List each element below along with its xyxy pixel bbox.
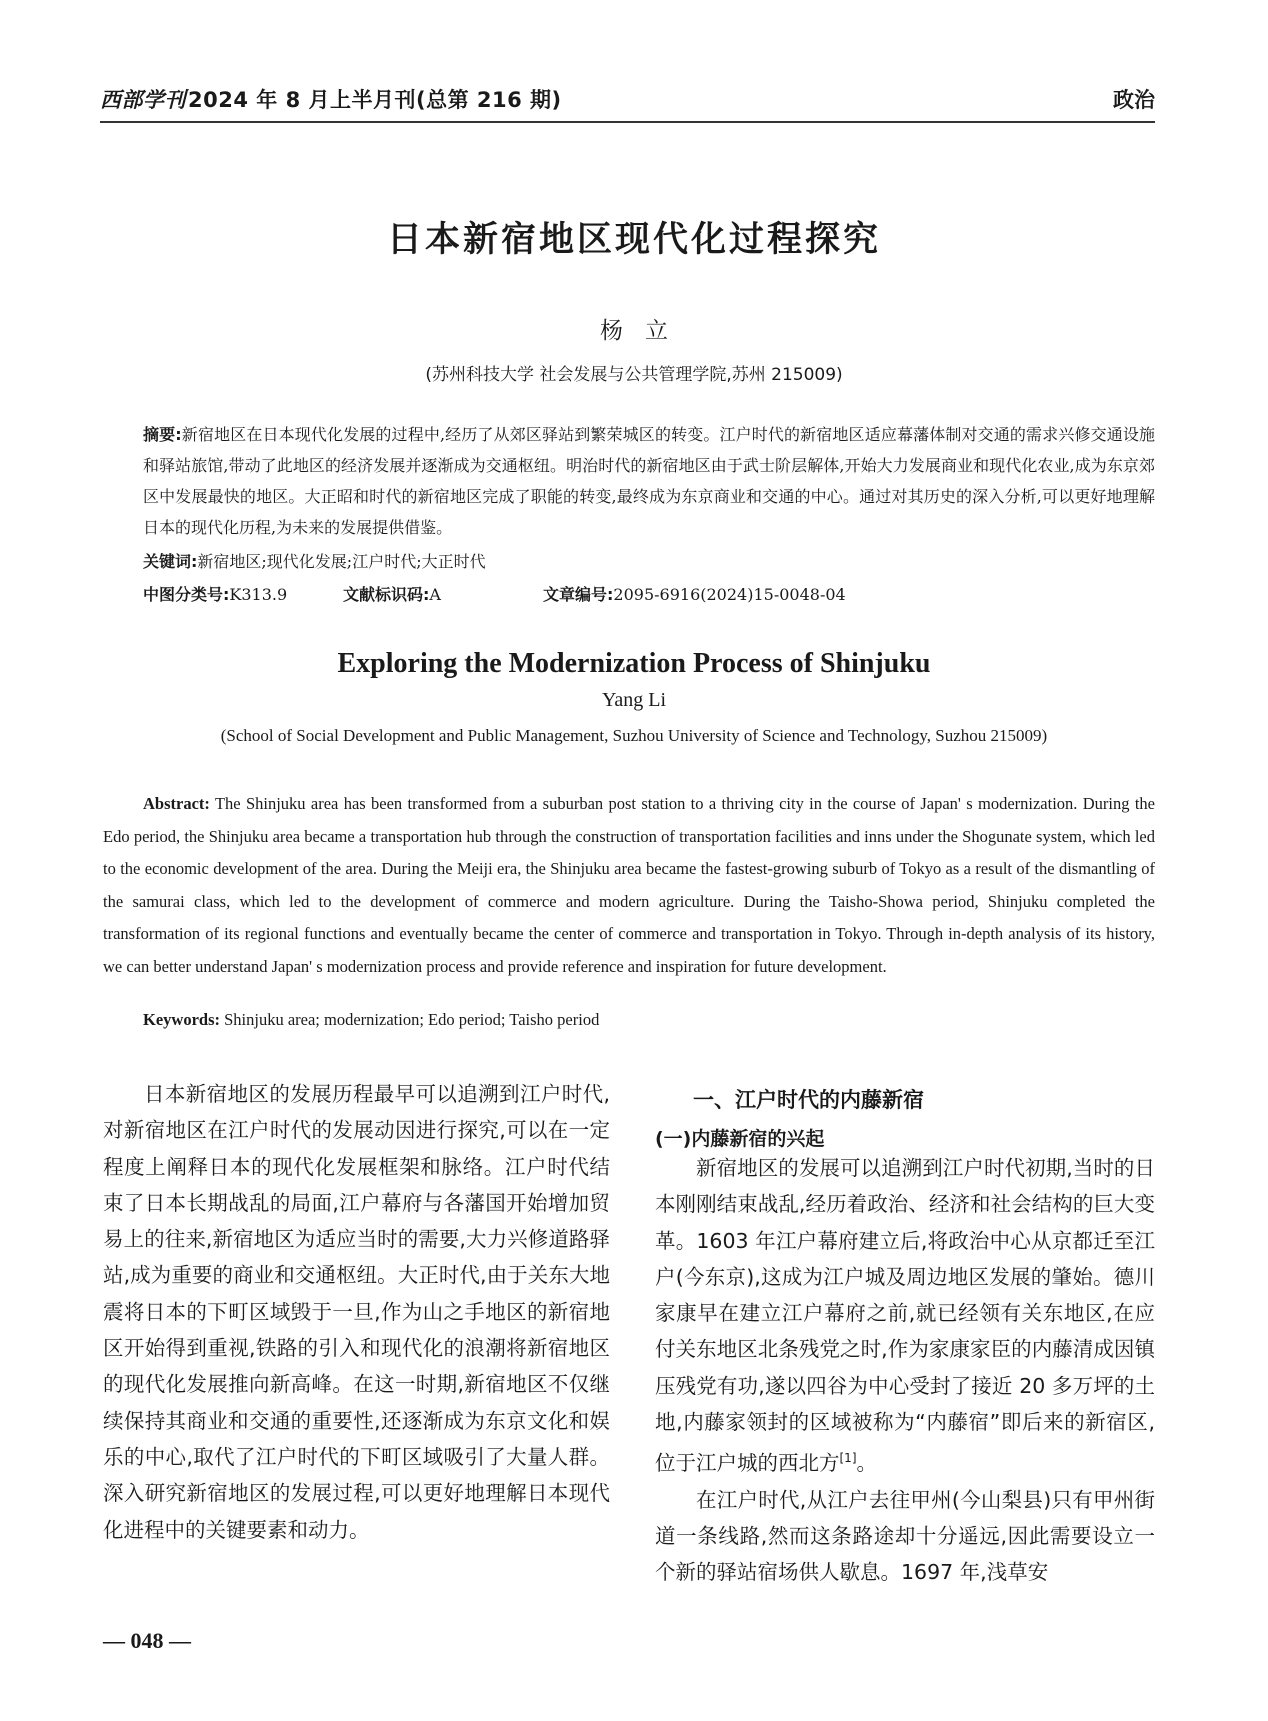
section-heading: 一、江户时代的内藤新宿 bbox=[693, 1088, 924, 1112]
abstract-en-text: The Shinjuku area has been transformed from a suburban post station to a thriving city in the course of Japan' s modernization. During the Edo period, the Shinjuku area became a transportation hub through the construction of transportation facilities and inns under the Shogunate system, which led to the economic development of the area. During the Meiji era, the Shinjuku area became the fastest-growing suburb of Tokyo as a result of the dismantling of the samurai class, which led to the development of commerce and modern agriculture. During the Taisho-Showa period, Shinjuku completed the transformation of its regional functions and eventually became the center of commerce and transportation in Tokyo. Through in-depth analysis of its history, we can better understand Japan' s modernization process and provide reference and inspiration for future development. bbox=[103, 794, 1156, 976]
abstract-cn-text: 新宿地区在日本现代化发展的过程中,经历了从郊区驿站到繁荣城区的转变。江户时代的新宿地区适应幕藩体制对交通的需求兴修交通设施和驿站旅馆,带动了此地区的经济发展并逐渐成为交通枢纽。明治时代的新宿地区由于武士阶层解体,开始大力发展商业和现代化农业,成为东京郊区中发展最快的地区。大正昭和时代的新宿地区完成了职能的转变,最终成为东京商业和交通的中心。通过对其历史的深入分析,可以更好地理解日本的现代化历程,为未来的发展提供借鉴。 bbox=[143, 425, 1155, 537]
running-header bbox=[100, 84, 1155, 118]
abstract-en-label: Abstract: bbox=[143, 794, 210, 813]
keywords-en-label: Keywords: bbox=[143, 1010, 220, 1029]
header-rule bbox=[100, 121, 1155, 123]
article-value: 2095-6916(2024)15-0048-04 bbox=[613, 585, 846, 604]
clc-value: K313.9 bbox=[229, 585, 288, 604]
clc-label: 中图分类号: bbox=[143, 585, 230, 604]
body-right-column bbox=[655, 1150, 1155, 1590]
body-paragraph-1-end: 。 bbox=[856, 1451, 877, 1476]
article-label: 文章编号: bbox=[543, 585, 614, 604]
journal-issue bbox=[100, 84, 562, 114]
author-en: Yang Li bbox=[601, 689, 667, 711]
keywords-en-text: Shinjuku area; modernization; Edo period; Taisho period bbox=[224, 1010, 600, 1029]
keywords-cn-text: 新宿地区;现代化发展;江户时代;大正时代 bbox=[197, 552, 486, 571]
doc-label: 文献标识码: bbox=[343, 585, 430, 604]
abstract-en bbox=[103, 788, 1155, 983]
section-label: 政治 bbox=[1113, 88, 1155, 112]
title-cn: 日本新宿地区现代化过程探究 bbox=[386, 220, 881, 260]
keywords-en bbox=[143, 1010, 1155, 1030]
journal-issue-text: 2024 年 8 月上半月刊(总第 216 期) bbox=[188, 88, 562, 112]
body-paragraph-1-text: 新宿地区的发展可以追溯到江户时代初期,当时的日本刚刚结束战乱,经历着政治、经济和社会结构的巨大变革。1603 年江户幕府建立后,将政治中心从京都迁至江户(今东京),这成为江户城及周边地区发展的肇始。德川家康早在建立江户幕府之前,就已经领有关东地区,在应付关东地区北条残党之时,作为家康家臣的内藤清成因镇压残党有功,遂以四谷为中心受封了接近 20 多万坪的土地,内藤家领封的区域被称为“内藤宿”即后来的新宿区,位于江户城的西北方 bbox=[655, 1156, 1155, 1476]
affiliation-cn: (苏州科技大学 社会发展与公共管理学院,苏州 215009) bbox=[425, 365, 843, 385]
doc-value: A bbox=[429, 585, 441, 604]
journal-logo: 西部学刊 bbox=[100, 87, 186, 112]
author-cn: 杨立 bbox=[600, 318, 690, 344]
keywords-cn-label: 关键词: bbox=[143, 552, 198, 571]
body-paragraph-2: 在江户时代,从江户去往甲州(今山梨县)只有甲州街道一条线路,然而这条路途却十分遥远,因此需要设立一个新的驿站宿场供人歇息。1697 年,浅草安 bbox=[655, 1487, 1155, 1585]
article-number bbox=[543, 582, 846, 605]
document-code bbox=[343, 582, 441, 605]
intro-paragraph: 日本新宿地区的发展历程最早可以追溯到江户时代,对新宿地区在江户时代的发展动因进行探究,可以在一定程度上阐释日本的现代化发展框架和脉络。江户时代结束了日本长期战乱的局面,江户幕府与各藩国开始增加贸易上的往来,新宿地区为适应当时的需要,大力兴修道路驿站,成为重要的商业和交通枢纽。大正时代,由于关东大地震将日本的下町区域毁于一旦,作为山之手地区的新宿地区开始得到重视,铁路的引入和现代化的浪潮将新宿地区的现代化发展推向新高峰。在这一时期,新宿地区不仅继续保持其商业和交通的重要性,还逐渐成为东京文化和娱乐的中心,取代了江户时代的下町区域吸引了大量人群。深入研究新宿地区的发展过程,可以更好地理解日本现代化进程中的关键要素和动力。 bbox=[103, 1082, 610, 1542]
subsection-heading: (一)内藤新宿的兴起 bbox=[655, 1128, 825, 1150]
citation-ref: [1] bbox=[839, 1451, 857, 1466]
abstract-cn-label: 摘要: bbox=[143, 425, 182, 444]
page-number: — 048 — bbox=[103, 1628, 191, 1653]
title-en: Exploring the Modernization Process of Shinjuku bbox=[337, 648, 931, 679]
body-paragraph-1 bbox=[655, 1150, 1155, 1482]
body-left-column bbox=[103, 1076, 610, 1548]
keywords-cn bbox=[143, 549, 1155, 572]
abstract-cn bbox=[143, 419, 1155, 543]
affiliation-en: (School of Social Development and Public Management, Suzhou University of Science and Technology, Suzhou 215009) bbox=[220, 726, 1048, 745]
clc-number bbox=[143, 582, 287, 605]
